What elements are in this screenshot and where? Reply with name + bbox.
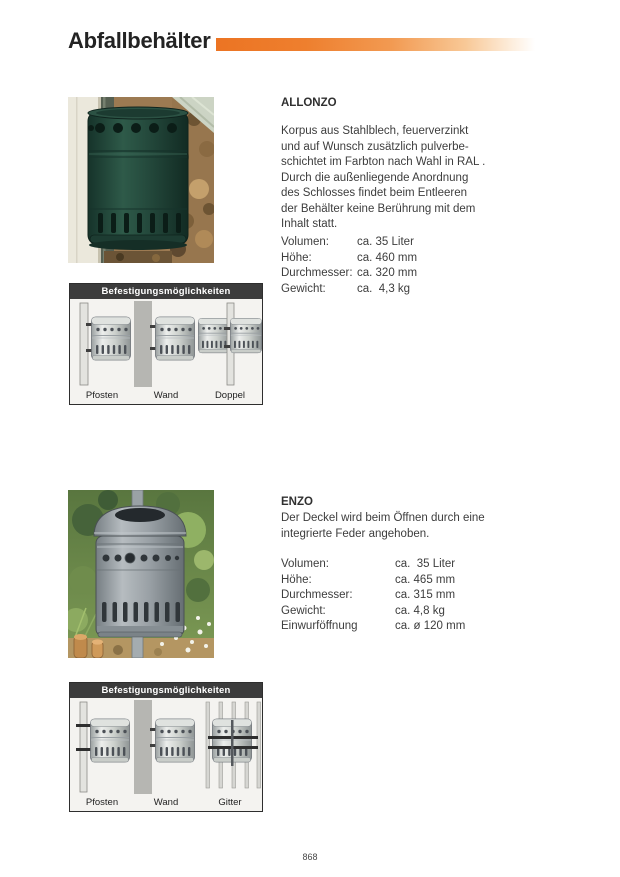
spec-label: Gewicht: — [281, 604, 326, 617]
spec-row — [281, 619, 465, 635]
page-number: 868 — [302, 852, 318, 862]
spec-row — [281, 588, 465, 604]
spec-label: Einwurföffnung — [281, 620, 358, 632]
mounting-option-label: Pfosten — [85, 390, 119, 401]
spec-row — [281, 251, 417, 267]
spec-row — [281, 266, 417, 282]
spec-value: ca. 35 Liter — [395, 558, 456, 570]
spec-value: ca. ø 120 mm — [395, 620, 466, 632]
spec-label: Durchmesser: — [281, 589, 353, 601]
mounting-option-labels — [70, 390, 262, 401]
mounting-diagram-title: Befestigungsmöglichkeiten — [70, 284, 262, 299]
spec-row — [281, 235, 417, 251]
description-line: Durch die außenliegende Anordnung — [281, 171, 469, 184]
mounting-option-label: Wand — [153, 390, 179, 401]
description-line: Korpus aus Stahlblech, feuerverzinkt — [281, 125, 469, 137]
description-line: der Behälter keine Berührung mit dem — [281, 202, 476, 215]
mounting-options-illustration — [72, 700, 262, 794]
product-name-allonzo: ALLONZO — [281, 97, 337, 109]
description-line: Der Deckel wird beim Öffnen durch eine — [281, 512, 485, 524]
spec-value: ca. 4,3 kg — [357, 282, 411, 295]
spec-label: Höhe: — [281, 573, 312, 586]
spec-label: Gewicht: — [281, 282, 326, 295]
mounting-option-label: Doppel — [214, 390, 246, 401]
product-photo-enzo — [68, 490, 214, 658]
description-line: schichtet im Farbton nach Wahl in RAL . — [281, 156, 486, 168]
grey-bin-photo-illustration — [68, 490, 214, 658]
mounting-option-labels — [70, 797, 262, 808]
spec-row — [281, 282, 417, 298]
spec-value: ca. 465 mm — [395, 573, 456, 586]
page-title: Abfallbehälter — [68, 28, 211, 53]
description-line: und auf Wunsch zusätzlich pulverbe- — [281, 140, 469, 153]
mounting-option-label: Wand — [153, 797, 179, 808]
spec-value: ca. 315 mm — [395, 589, 456, 601]
title-accent-bar — [216, 38, 535, 51]
spec-value: ca. 4,8 kg — [395, 604, 445, 617]
spec-label: Durchmesser: — [281, 267, 353, 279]
spec-table-allonzo — [281, 235, 417, 297]
description-line: des Schlosses findet beim Entleeren — [281, 187, 468, 199]
mounting-diagram-enzo — [69, 682, 263, 812]
spec-value: ca. 460 mm — [357, 251, 418, 264]
mounting-option-label: Gitter — [218, 797, 242, 808]
mounting-option-label: Pfosten — [85, 797, 119, 808]
product-name-enzo: ENZO — [281, 496, 313, 508]
description-line: integrierte Feder angehoben. — [281, 527, 430, 540]
mounting-options-illustration — [72, 301, 262, 387]
spec-row — [281, 557, 465, 573]
spec-row — [281, 573, 465, 589]
mounting-diagram-title: Befestigungsmöglichkeiten — [70, 683, 262, 698]
green-bin-photo-illustration — [68, 97, 214, 263]
description-line: Inhalt statt. — [281, 218, 338, 230]
mounting-diagram-allonzo — [69, 283, 263, 405]
spec-value: ca. 35 Liter — [357, 236, 414, 248]
spec-label: Höhe: — [281, 251, 312, 264]
spec-label: Volumen: — [281, 236, 329, 248]
spec-row — [281, 604, 465, 620]
spec-table-enzo — [281, 557, 465, 635]
product-photo-allonzo — [68, 97, 214, 263]
product-description-enzo — [281, 511, 485, 542]
spec-label: Volumen: — [281, 558, 329, 570]
product-description-allonzo — [281, 124, 485, 233]
spec-value: ca. 320 mm — [357, 267, 418, 279]
